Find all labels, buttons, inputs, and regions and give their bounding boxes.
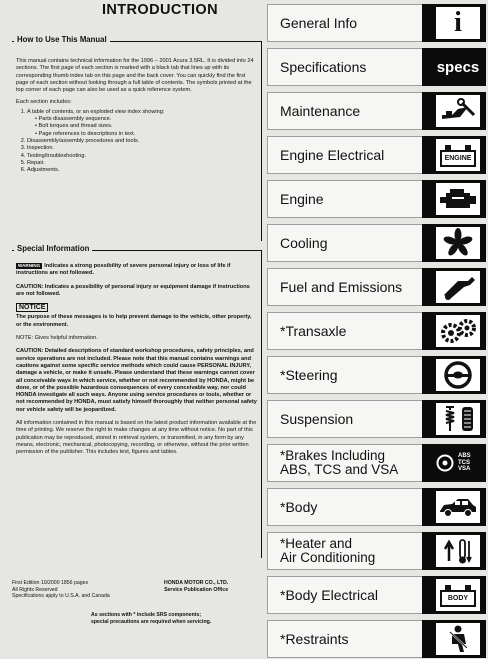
tab-label: Engine Electrical — [267, 136, 422, 174]
battery-body-icon: BODY — [436, 579, 480, 611]
section-thumb-index — [267, 1, 486, 658]
special-information-heading: Special Information — [14, 244, 92, 253]
specs-line: Specifications apply to U.S.A. and Canada — [12, 593, 110, 600]
tab-label: Fuel and Emissions — [267, 268, 422, 306]
tab-general-info[interactable] — [267, 4, 486, 42]
notice-tag: NOTICE — [16, 303, 48, 312]
edition-info — [12, 580, 110, 600]
how-to-use-heading: How to Use This Manual — [14, 35, 110, 44]
tab-cooling[interactable] — [267, 224, 486, 262]
seatbelt-icon — [436, 623, 480, 655]
tab-maintenance[interactable] — [267, 92, 486, 130]
tab-label: *Steering — [267, 356, 422, 394]
edition-line: First Edition 10/2000 1856 pages — [12, 580, 89, 586]
warning-paragraph: WARNING Indicates a strong possibility of severe personal injury or loss of life if instructions are not followed. — [16, 263, 231, 277]
tab-label: General Info — [267, 4, 422, 42]
tab-engine-electrical[interactable] — [267, 136, 486, 174]
tab-heater-and-air-conditioning[interactable] — [267, 532, 486, 570]
fan-icon — [436, 227, 480, 259]
shock-tire-icon — [436, 403, 480, 435]
tab-label: *Brakes Including ABS, TCS and VSA — [267, 444, 422, 482]
car-body-icon — [436, 491, 480, 523]
list-item: 6. Adjustments. — [27, 167, 257, 174]
tab-steering[interactable] — [267, 356, 486, 394]
list-item: 2. Disassembly/assembly procedures and tools. — [27, 138, 257, 145]
list-item: 1. A table of contents, or an exploded view index showing: • Parts disassembly sequence. • Bolt torques and thread sizes. • Page references to descriptions in text. — [27, 109, 257, 138]
gears-icon — [436, 315, 480, 347]
srs-note — [91, 612, 211, 625]
tab-label: Specifications — [267, 48, 422, 86]
rights-line: All Rights Reserved — [12, 586, 58, 593]
tab-engine[interactable] — [267, 180, 486, 218]
special-information-body — [12, 251, 261, 457]
how-to-use-body — [12, 42, 261, 174]
srs-note-line2: special precautions are required when servicing. — [91, 618, 212, 625]
how-to-use-intro: This manual contains technical information for the 1996 – 2001 Acura 3.5RL. It is divided into 24 sections. The first page of each section is marked with a black tab that lines up with its corresponding thumb index tab on this page and the back cover. You can quickly find the first page of each section without looking through a full table of contents. The symbols printed at the top corner of each page can also be used as a quick reference system. — [16, 58, 254, 94]
list-item: • Parts disassembly sequence. — [35, 116, 257, 123]
tab-label: Cooling — [267, 224, 422, 262]
tab-fuel-and-emissions[interactable] — [267, 268, 486, 306]
tab-label: *Body — [267, 488, 422, 526]
list-item: 3. Inspection. — [27, 145, 257, 152]
section-includes-label: Each section includes: — [16, 99, 72, 106]
publisher-info — [164, 580, 228, 593]
tab-label: Engine — [267, 180, 422, 218]
fuel-nozzle-icon — [436, 271, 480, 303]
list-item: • Bolt torques and thread sizes. — [35, 123, 257, 130]
list-item: 4. Testing/troubleshooting. — [27, 153, 257, 160]
notice-paragraph: The purpose of these messages is to help prevent damage to the vehicle, other property, or the environment. — [16, 314, 252, 328]
specs-icon: specs — [436, 51, 480, 83]
engine-block-icon — [436, 183, 480, 215]
note-paragraph: NOTE: Gives helpful information. — [16, 335, 98, 342]
page-title: INTRODUCTION — [102, 2, 218, 18]
srs-note-line1: As sections with * include SRS components; — [91, 612, 202, 618]
tab-restraints[interactable] — [267, 620, 486, 658]
tab-label: Suspension — [267, 400, 422, 438]
office-name: Service Publication Office — [164, 586, 229, 593]
info-paragraph: All information contained in this manual is based on the latest product information available at the time of printing. We reserve the right to make changes at any time without notice. No part of this publication may be reproduced, stored in retrieval system, or transmitted, in any form by any means, electronic, mechanical, photocopying, recording, or otherwise, without the prior written permission of the publisher. This includes text, figures and tables. — [16, 420, 257, 456]
sub-list — [27, 116, 257, 138]
tab-transaxle[interactable] — [267, 312, 486, 350]
tab-label: *Heater and Air Conditioning — [267, 532, 422, 570]
tab-brakes[interactable] — [267, 444, 486, 482]
list-item: • Page references to descriptions in text. — [35, 131, 257, 138]
tab-label: Maintenance — [267, 92, 422, 130]
brake-abs-icon: ABS TCS VSA — [436, 447, 480, 479]
list-item: 5. Repair. — [27, 160, 257, 167]
steering-wheel-icon — [436, 359, 480, 391]
company-name: HONDA MOTOR CO., LTD. — [164, 580, 229, 586]
section-includes-list — [16, 109, 257, 175]
tab-label: *Transaxle — [267, 312, 422, 350]
warning-tag: WARNING — [18, 263, 41, 268]
tab-label: *Body Electrical — [267, 576, 422, 614]
heater-ac-icon — [436, 535, 480, 567]
caution-detail-paragraph: CAUTION: Detailed descriptions of standard workshop procedures, safety principles, and service operations are not included. Please note that this manual contains warnings and cautions against some specific service methods which could cause PERSONAL INJURY, damage a vehicle, or make it unsafe. Please understand that these warnings cannot cover all conceivable ways in which service, whether or not recommended by HONDA, might be done, or of the possible hazardous consequences of every conceivable way, nor could HONDA investigate all such ways. Anyone using service procedures or tools, whether or not recommended by HONDA, must satisfy himself thoroughly that neither personal safety nor vehicle safety will be jeopardized. — [16, 348, 257, 413]
manual-page-left — [6, 0, 262, 659]
special-information-section — [12, 244, 262, 558]
tab-body[interactable] — [267, 488, 486, 526]
notice-block — [16, 303, 257, 329]
info-icon: i — [436, 7, 480, 39]
tab-specifications[interactable] — [267, 48, 486, 86]
oil-can-wrench-icon — [436, 95, 480, 127]
how-to-use-section — [12, 35, 262, 241]
tab-suspension[interactable] — [267, 400, 486, 438]
tab-body-electrical[interactable] — [267, 576, 486, 614]
caution-paragraph: CAUTION: Indicates a possibility of personal injury or equipment damage if instructions are not followed. — [16, 283, 250, 297]
tab-label: *Restraints — [267, 620, 422, 658]
battery-engine-icon: ENGINE — [436, 139, 480, 171]
